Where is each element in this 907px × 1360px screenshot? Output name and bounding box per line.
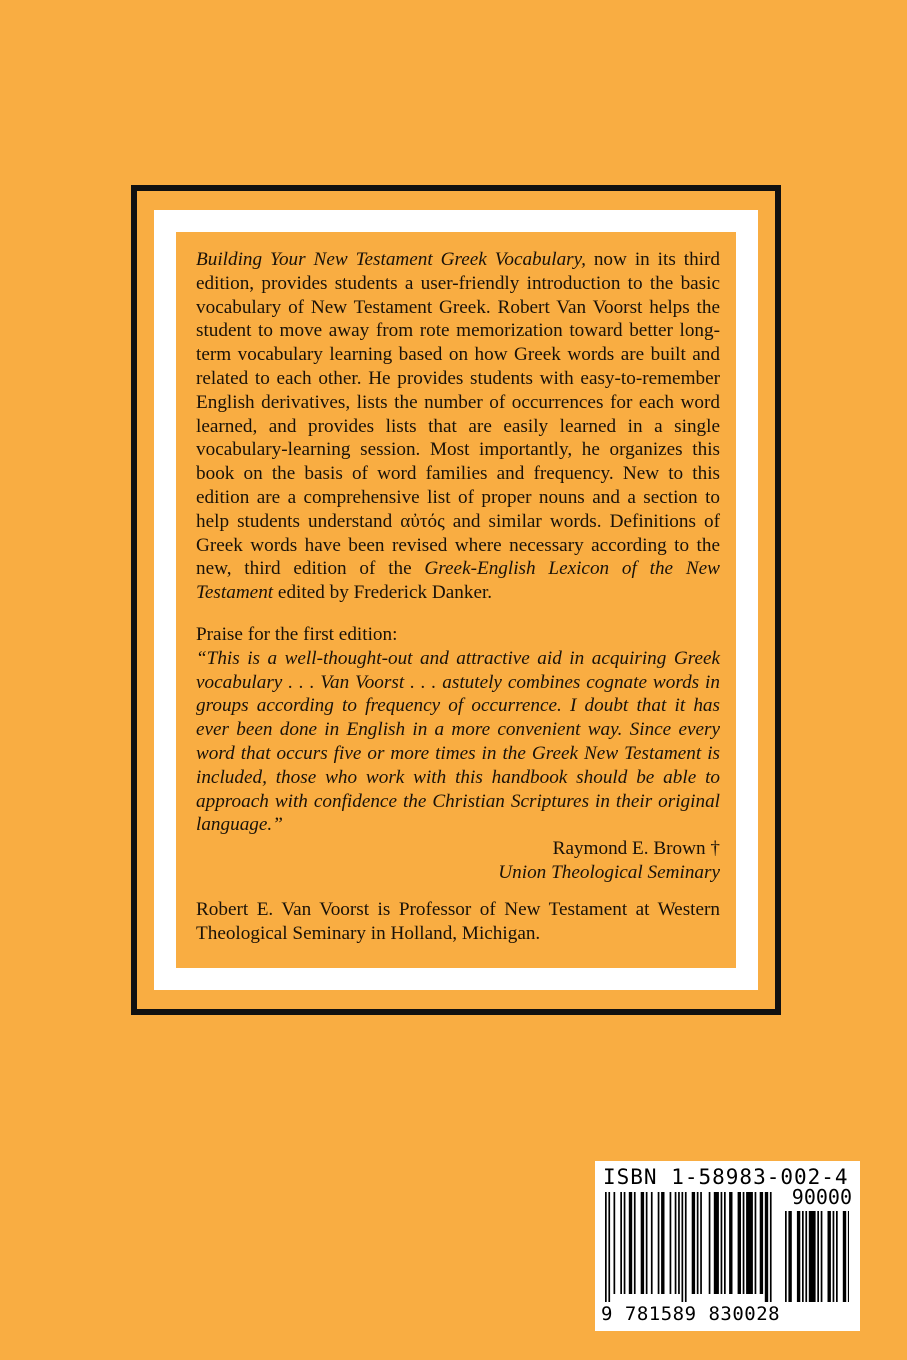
barcode-bar	[608, 1192, 610, 1302]
back-cover-text	[196, 248, 720, 945]
barcode-bar	[682, 1192, 684, 1302]
praise-heading: Praise for the first edition:	[196, 623, 398, 645]
barcode-bar	[670, 1192, 672, 1294]
barcode-bar	[821, 1211, 823, 1302]
ean-digits: 9 781589 830028	[601, 1303, 781, 1325]
barcode-bar	[765, 1192, 768, 1302]
barcode-bar	[629, 1192, 632, 1294]
description-part-1: now in its third edition, provides students a user-friendly introduction to the basic vocabulary of New Testament Greek. Robert Van Voorst helps the student to move away from rote memorization toward better long-term vocabulary learning based on how Greek words are built and related to each other. He provides students with easy-to-remember English derivatives, lists the number of occurrences for each word learned, and provides lists that are easily learned in a single vocabulary-learning session. Most importantly, he organizes this book on the basis of word families and frequency. New to this edition are a comprehensive list of proper nouns and a section to help students understand αὐτός and similar words. Definitions of Greek words have been revised where necessary according to the new, third edition of the	[196, 249, 720, 580]
book-description	[196, 248, 720, 605]
price-code: 90000	[791, 1185, 852, 1209]
lexicon-title: Greek-English Lexicon of the New Testament	[196, 558, 720, 604]
description-part-2: edited by Frederick Danker.	[273, 582, 493, 604]
barcode-bar	[658, 1192, 660, 1294]
barcode-bar	[697, 1192, 699, 1294]
addon-barcode-bars	[785, 1211, 849, 1304]
barcode-bar	[802, 1211, 804, 1302]
barcode-bar	[678, 1192, 680, 1294]
barcode-bar	[833, 1211, 835, 1302]
barcode-bar	[714, 1192, 719, 1294]
barcode-bar	[661, 1192, 664, 1294]
barcode-bar	[788, 1211, 791, 1302]
barcode-bar	[760, 1192, 763, 1294]
isbn-label: ISBN 1-58983-002-4	[603, 1165, 849, 1189]
barcode-bar	[755, 1192, 757, 1294]
barcode-bar	[770, 1192, 772, 1302]
barcode-bar	[646, 1192, 648, 1294]
author-bio: Robert E. Van Voorst is Professor of New Testament at Western Theological Seminary in Holland, Michigan.	[196, 898, 720, 944]
barcode-bar	[605, 1192, 607, 1302]
ean-barcode-bars	[605, 1192, 781, 1304]
barcode-bar	[641, 1192, 644, 1294]
barcode-bar	[700, 1192, 702, 1294]
quote-author: Raymond E. Brown †	[552, 838, 720, 860]
barcode-bar	[709, 1192, 711, 1294]
barcode-bar	[809, 1211, 816, 1302]
barcode-bar	[746, 1192, 753, 1294]
barcode-bar	[743, 1192, 745, 1294]
barcode-bar	[797, 1211, 800, 1302]
quote-affiliation: Union Theological Seminary	[498, 861, 720, 883]
barcode-bar	[817, 1211, 819, 1302]
isbn-barcode	[595, 1161, 860, 1331]
barcode-bar	[729, 1192, 732, 1294]
barcode-bar	[848, 1211, 849, 1302]
praise-quote: “This is a well-thought-out and attractive aid in acquiring Greek vocabulary . . . Van Voorst . . . astutely combines cognate words in groups according to frequency of occurrence. I doubt that it has ever been done in English in a more convenient way. Since every word that occurs five or more times in the Greek New Testament is included, those who work with this handbook should be able to approach with confidence the Christian Scriptures in their original language.”	[196, 647, 720, 836]
barcode-bar	[675, 1192, 677, 1294]
barcode-bar	[721, 1192, 723, 1294]
barcode-bar	[785, 1211, 787, 1302]
book-title: Building Your New Testament Greek Vocabulary,	[196, 249, 586, 270]
barcode-bar	[836, 1211, 838, 1302]
barcode-bar	[624, 1192, 626, 1294]
barcode-bar	[634, 1192, 636, 1294]
barcode-bar	[620, 1192, 622, 1294]
barcode-bar	[805, 1211, 807, 1302]
barcode-bar	[738, 1192, 741, 1294]
barcode-bar	[692, 1192, 695, 1294]
barcode-bar	[614, 1192, 616, 1294]
barcode-bar	[843, 1211, 846, 1302]
barcode-bar	[685, 1192, 687, 1302]
barcode-bar	[724, 1192, 726, 1294]
barcode-bar	[828, 1211, 831, 1302]
quote-attribution	[196, 837, 720, 885]
barcode-bar	[651, 1192, 653, 1294]
